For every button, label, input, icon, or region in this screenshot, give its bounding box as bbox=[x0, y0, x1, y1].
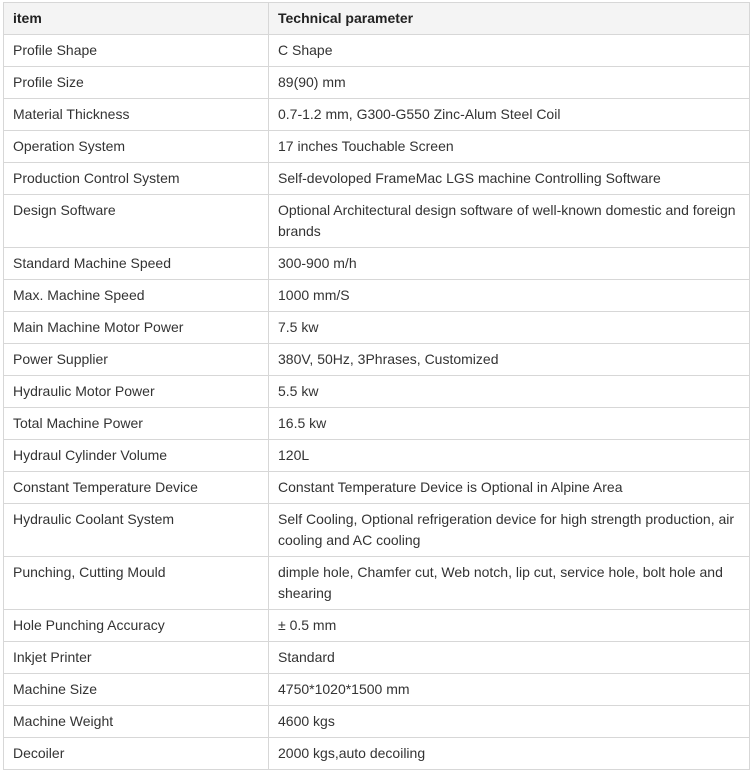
row-item-value: Optional Architectural design software of well-known domestic and foreign brands bbox=[269, 195, 750, 248]
table-row bbox=[4, 706, 750, 738]
row-item-label: Constant Temperature Device bbox=[4, 472, 269, 504]
table-row bbox=[4, 99, 750, 131]
row-item-label: Punching, Cutting Mould bbox=[4, 557, 269, 610]
row-item-value: 17 inches Touchable Screen bbox=[269, 131, 750, 163]
row-item-label: Machine Weight bbox=[4, 706, 269, 738]
row-item-label: Design Software bbox=[4, 195, 269, 248]
table-row bbox=[4, 440, 750, 472]
table-row bbox=[4, 280, 750, 312]
table-row bbox=[4, 163, 750, 195]
row-item-label: Standard Machine Speed bbox=[4, 248, 269, 280]
row-item-value: 120L bbox=[269, 440, 750, 472]
row-item-label: Production Control System bbox=[4, 163, 269, 195]
row-item-value: Standard bbox=[269, 642, 750, 674]
row-item-value: ± 0.5 mm bbox=[269, 610, 750, 642]
row-item-value: 4750*1020*1500 mm bbox=[269, 674, 750, 706]
row-item-label: Total Machine Power bbox=[4, 408, 269, 440]
table-row bbox=[4, 131, 750, 163]
row-item-label: Max. Machine Speed bbox=[4, 280, 269, 312]
table-header bbox=[4, 3, 750, 35]
row-item-label: Hydraulic Motor Power bbox=[4, 376, 269, 408]
technical-parameter-table bbox=[3, 2, 750, 770]
table-row bbox=[4, 408, 750, 440]
row-item-value: 5.5 kw bbox=[269, 376, 750, 408]
row-item-label: Hydraulic Coolant System bbox=[4, 504, 269, 557]
header-item: item bbox=[4, 3, 269, 35]
row-item-value: 2000 kgs,auto decoiling bbox=[269, 738, 750, 770]
table-row bbox=[4, 248, 750, 280]
row-item-value: 89(90) mm bbox=[269, 67, 750, 99]
row-item-value: 300-900 m/h bbox=[269, 248, 750, 280]
row-item-value: 16.5 kw bbox=[269, 408, 750, 440]
table-row bbox=[4, 557, 750, 610]
row-item-label: Profile Size bbox=[4, 67, 269, 99]
row-item-label: Inkjet Printer bbox=[4, 642, 269, 674]
row-item-value: Self-devoloped FrameMac LGS machine Controlling Software bbox=[269, 163, 750, 195]
row-item-value: C Shape bbox=[269, 35, 750, 67]
table-body bbox=[4, 35, 750, 770]
row-item-label: Material Thickness bbox=[4, 99, 269, 131]
table-row bbox=[4, 195, 750, 248]
row-item-label: Profile Shape bbox=[4, 35, 269, 67]
row-item-label: Decoiler bbox=[4, 738, 269, 770]
table-row bbox=[4, 67, 750, 99]
table-row bbox=[4, 312, 750, 344]
table-row bbox=[4, 472, 750, 504]
row-item-label: Machine Size bbox=[4, 674, 269, 706]
table-row bbox=[4, 642, 750, 674]
table-header-row bbox=[4, 3, 750, 35]
row-item-value: dimple hole, Chamfer cut, Web notch, lip cut, service hole, bolt hole and shearing bbox=[269, 557, 750, 610]
row-item-label: Main Machine Motor Power bbox=[4, 312, 269, 344]
table-row bbox=[4, 376, 750, 408]
table-row bbox=[4, 35, 750, 67]
row-item-value: 380V, 50Hz, 3Phrases, Customized bbox=[269, 344, 750, 376]
table-row bbox=[4, 674, 750, 706]
row-item-value: 0.7-1.2 mm, G300-G550 Zinc-Alum Steel Coil bbox=[269, 99, 750, 131]
row-item-value: Constant Temperature Device is Optional in Alpine Area bbox=[269, 472, 750, 504]
row-item-value: Self Cooling, Optional refrigeration device for high strength production, air cooling and AC cooling bbox=[269, 504, 750, 557]
header-technical-parameter: Technical parameter bbox=[269, 3, 750, 35]
row-item-label: Hole Punching Accuracy bbox=[4, 610, 269, 642]
row-item-label: Operation System bbox=[4, 131, 269, 163]
row-item-label: Hydraul Cylinder Volume bbox=[4, 440, 269, 472]
table-row bbox=[4, 504, 750, 557]
row-item-label: Power Supplier bbox=[4, 344, 269, 376]
row-item-value: 4600 kgs bbox=[269, 706, 750, 738]
row-item-value: 7.5 kw bbox=[269, 312, 750, 344]
table-row bbox=[4, 344, 750, 376]
row-item-value: 1000 mm/S bbox=[269, 280, 750, 312]
table-row bbox=[4, 738, 750, 770]
table-row bbox=[4, 610, 750, 642]
